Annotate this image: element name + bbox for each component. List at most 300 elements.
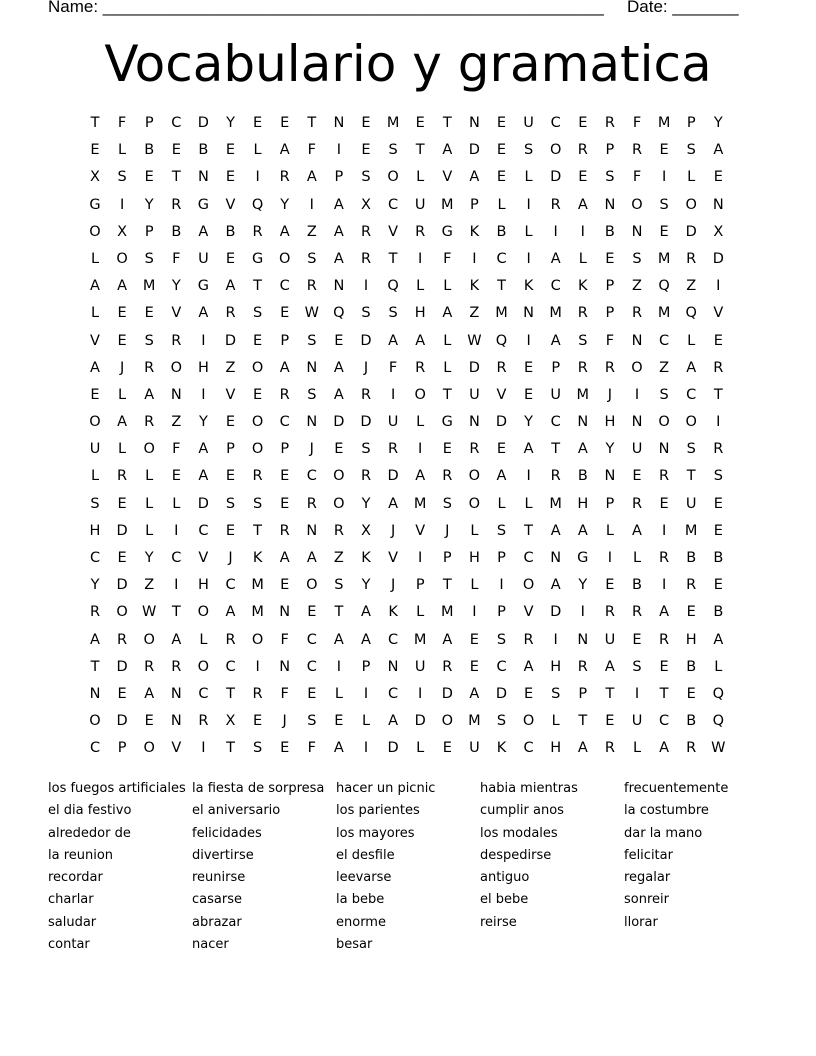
grid-letter: M bbox=[549, 495, 562, 512]
grid-letter: N bbox=[631, 223, 643, 240]
grid-row bbox=[81, 494, 741, 521]
grid-letter: A bbox=[306, 169, 317, 186]
grid-letter: R bbox=[469, 441, 480, 458]
grid-letter: Q bbox=[333, 305, 345, 322]
grid-letter: R bbox=[117, 631, 128, 648]
grid-letter: A bbox=[523, 441, 534, 458]
grid-letter: P bbox=[361, 658, 371, 675]
grid-row bbox=[81, 222, 741, 249]
grid-letter: R bbox=[577, 305, 588, 322]
grid-letter: B bbox=[577, 468, 588, 485]
grid-letter: N bbox=[333, 278, 345, 295]
grid-letter: R bbox=[171, 658, 182, 675]
grid-letter: Z bbox=[686, 278, 697, 295]
grid-letter: V bbox=[171, 305, 182, 322]
grid-letter: B bbox=[632, 577, 642, 594]
grid-letter: L bbox=[551, 713, 560, 730]
grid-letter: E bbox=[524, 386, 534, 403]
grid-letter: Y bbox=[578, 577, 588, 594]
grid-letter: L bbox=[470, 577, 479, 594]
word-bank-item: despedirse bbox=[480, 847, 552, 863]
grid-letter: O bbox=[251, 359, 264, 376]
grid-letter: R bbox=[360, 386, 372, 403]
grid-letter: E bbox=[605, 713, 615, 730]
grid-letter: E bbox=[225, 142, 236, 159]
grid-letter: R bbox=[686, 577, 697, 594]
grid-letter: I bbox=[201, 740, 206, 757]
grid-letter: A bbox=[144, 386, 155, 403]
grid-letter: U bbox=[685, 495, 697, 512]
grid-letter: T bbox=[253, 522, 263, 539]
grid-letter: U bbox=[469, 740, 480, 757]
grid-letter: Q bbox=[712, 685, 724, 702]
grid-letter: T bbox=[686, 468, 696, 485]
grid-letter: F bbox=[172, 441, 181, 458]
grid-letter: D bbox=[197, 495, 209, 512]
grid-letter: M bbox=[495, 305, 508, 322]
grid-letter: I bbox=[363, 685, 369, 702]
grid-letter: S bbox=[144, 250, 154, 267]
grid-letter: R bbox=[279, 522, 290, 539]
grid-letter: E bbox=[686, 604, 696, 621]
grid-letter: I bbox=[607, 550, 613, 566]
grid-letter: A bbox=[198, 223, 209, 240]
grid-letter: Y bbox=[524, 414, 534, 431]
word-bank-item: nacer bbox=[192, 937, 229, 953]
grid-letter: A bbox=[577, 740, 588, 757]
grid-letter: R bbox=[171, 196, 182, 213]
grid-letter: R bbox=[306, 495, 317, 512]
word-bank-item: leevarse bbox=[336, 870, 392, 886]
word-bank-item: la fiesta de sorpresa bbox=[192, 781, 325, 796]
grid-letter: A bbox=[90, 631, 100, 648]
grid-letter: D bbox=[360, 332, 372, 349]
grid-letter: N bbox=[170, 713, 182, 730]
word-bank-item: la costumbre bbox=[624, 803, 709, 819]
grid-letter: V bbox=[523, 604, 534, 621]
grid-letter: J bbox=[390, 522, 396, 539]
grid-letter: Q bbox=[251, 196, 264, 213]
grid-letter: E bbox=[713, 332, 723, 349]
grid-letter: T bbox=[90, 115, 100, 131]
grid-letter: E bbox=[117, 685, 127, 702]
grid-letter: Y bbox=[226, 115, 235, 131]
grid-letter: E bbox=[280, 468, 290, 485]
grid-letter: B bbox=[713, 604, 724, 621]
grid-letter: E bbox=[90, 386, 100, 403]
grid-letter: R bbox=[713, 441, 724, 458]
grid-letter: E bbox=[496, 115, 507, 131]
grid-letter: T bbox=[415, 142, 425, 159]
grid-letter: S bbox=[523, 142, 534, 159]
grid-letter: R bbox=[577, 142, 588, 159]
grid-letter: I bbox=[580, 604, 585, 621]
grid-letter: E bbox=[280, 577, 290, 594]
grid-letter: O bbox=[197, 658, 210, 675]
word-bank-item: divertirse bbox=[192, 847, 254, 863]
grid-letter: R bbox=[686, 250, 697, 267]
grid-row bbox=[81, 412, 741, 439]
grid-letter: J bbox=[309, 441, 314, 458]
grid-letter: E bbox=[307, 685, 317, 702]
grid-letter: S bbox=[632, 658, 642, 675]
grid-letter: A bbox=[333, 631, 344, 648]
grid-letter: D bbox=[387, 740, 399, 757]
grid-letter: R bbox=[117, 468, 128, 485]
grid-letter: A bbox=[442, 142, 453, 159]
grid-letter: E bbox=[524, 685, 534, 702]
grid-letter: C bbox=[171, 550, 182, 566]
grid-letter: O bbox=[116, 604, 128, 621]
grid-letter: A bbox=[333, 359, 344, 376]
word-column bbox=[480, 778, 624, 934]
grid-letter: R bbox=[496, 359, 507, 376]
grid-letter: S bbox=[361, 441, 371, 458]
grid-letter: L bbox=[524, 223, 533, 240]
word-bank-item: los fuegos artificiales bbox=[48, 781, 186, 796]
grid-letter: R bbox=[631, 604, 643, 621]
grid-letter: R bbox=[144, 658, 155, 675]
grid-letter: H bbox=[468, 550, 480, 566]
grid-letter: E bbox=[659, 495, 669, 512]
grid-letter: Z bbox=[659, 359, 670, 376]
grid-letter: Y bbox=[198, 414, 208, 431]
word-bank-item: la bebe bbox=[336, 892, 385, 908]
grid-row bbox=[81, 276, 741, 303]
grid-letter: O bbox=[468, 495, 481, 512]
grid-letter: M bbox=[441, 196, 454, 213]
grid-letter: Z bbox=[225, 359, 236, 376]
word-bank-item: felicitar bbox=[624, 847, 673, 863]
grid-letter: C bbox=[388, 631, 399, 648]
grid-letter: P bbox=[497, 550, 506, 566]
grid-letter: I bbox=[174, 577, 179, 594]
grid-letter: E bbox=[253, 386, 263, 403]
grid-letter: N bbox=[658, 441, 670, 458]
grid-row bbox=[81, 167, 741, 194]
grid-letter: R bbox=[225, 631, 236, 648]
grid-letter: E bbox=[659, 658, 669, 675]
grid-letter: N bbox=[577, 631, 589, 648]
grid-letter: H bbox=[577, 495, 589, 512]
grid-letter: T bbox=[442, 386, 452, 403]
grid-letter: R bbox=[144, 359, 155, 376]
grid-letter: L bbox=[524, 169, 533, 186]
grid-letter: O bbox=[143, 631, 155, 648]
grid-letter: S bbox=[225, 495, 236, 512]
grid-row bbox=[81, 738, 741, 765]
grid-letter: E bbox=[713, 577, 723, 594]
grid-letter: C bbox=[550, 278, 561, 295]
word-bank-item: regalar bbox=[624, 870, 671, 886]
grid-letter: P bbox=[117, 740, 127, 757]
grid-letter: C bbox=[523, 740, 534, 757]
grid-letter: W bbox=[304, 305, 319, 322]
grid-letter: R bbox=[360, 223, 372, 240]
grid-letter: N bbox=[468, 414, 480, 431]
grid-letter: R bbox=[252, 468, 263, 485]
grid-letter: E bbox=[307, 604, 317, 621]
grid-letter: T bbox=[171, 169, 181, 186]
grid-letter: A bbox=[198, 468, 209, 485]
grid-letter: G bbox=[577, 550, 589, 566]
grid-letter: L bbox=[687, 332, 696, 349]
grid-row bbox=[81, 602, 741, 629]
grid-letter: R bbox=[144, 414, 155, 431]
grid-letter: E bbox=[225, 169, 236, 186]
grid-row bbox=[81, 195, 741, 222]
grid-letter: R bbox=[631, 142, 643, 159]
grid-letter: Z bbox=[469, 305, 480, 322]
grid-letter: M bbox=[413, 495, 427, 512]
grid-letter: Q bbox=[658, 278, 670, 295]
grid-letter: S bbox=[334, 577, 344, 594]
grid-letter: O bbox=[143, 441, 155, 458]
grid-letter: B bbox=[686, 550, 697, 566]
grid-letter: K bbox=[469, 223, 480, 240]
grid-letter: R bbox=[279, 169, 290, 186]
grid-letter: A bbox=[496, 468, 507, 485]
grid-letter: P bbox=[605, 278, 615, 295]
grid-letter: O bbox=[631, 359, 643, 376]
grid-letter: I bbox=[661, 522, 667, 539]
grid-letter: E bbox=[713, 522, 723, 539]
grid-letter: S bbox=[90, 495, 100, 512]
grid-letter: Y bbox=[361, 495, 371, 512]
grid-letter: D bbox=[495, 685, 508, 702]
grid-letter: E bbox=[361, 142, 371, 159]
grid-letter: U bbox=[387, 414, 399, 431]
grid-letter: L bbox=[470, 522, 479, 539]
grid-letter: A bbox=[90, 278, 100, 295]
grid-letter: R bbox=[713, 359, 724, 376]
word-bank bbox=[48, 778, 768, 958]
grid-letter: A bbox=[469, 685, 480, 702]
grid-letter: Y bbox=[713, 115, 723, 131]
word-bank-item: charlar bbox=[48, 892, 94, 908]
grid-row bbox=[81, 331, 741, 358]
grid-letter: C bbox=[279, 278, 290, 295]
word-column bbox=[192, 778, 336, 956]
grid-letter: J bbox=[119, 359, 125, 376]
grid-letter: C bbox=[686, 386, 697, 403]
grid-letter: R bbox=[604, 604, 615, 621]
grid-letter: Z bbox=[144, 577, 155, 594]
grid-letter: Y bbox=[90, 577, 100, 594]
grid-letter: R bbox=[279, 386, 290, 403]
grid-letter: D bbox=[116, 577, 128, 594]
grid-letter: O bbox=[333, 468, 345, 485]
grid-letter: D bbox=[116, 522, 128, 539]
grid-letter: E bbox=[442, 740, 452, 757]
grid-letter: T bbox=[497, 278, 506, 295]
grid-row bbox=[81, 140, 741, 167]
grid-letter: O bbox=[441, 713, 453, 730]
grid-letter: F bbox=[632, 169, 642, 186]
word-bank-item: los mayores bbox=[336, 825, 415, 841]
grid-letter: E bbox=[632, 468, 642, 485]
grid-letter: N bbox=[712, 196, 724, 213]
grid-letter: E bbox=[144, 169, 154, 186]
grid-letter: T bbox=[90, 658, 100, 675]
grid-letter: E bbox=[361, 115, 371, 131]
word-column bbox=[48, 778, 192, 956]
grid-letter: L bbox=[145, 495, 154, 512]
grid-letter: L bbox=[145, 468, 154, 485]
grid-letter: Q bbox=[685, 305, 697, 322]
grid-letter: E bbox=[469, 631, 479, 648]
grid-letter: C bbox=[89, 740, 101, 757]
letter-grid bbox=[81, 113, 741, 766]
grid-letter: E bbox=[442, 441, 452, 458]
date-field-label[interactable]: Date: _______ bbox=[627, 0, 739, 16]
grid-letter: E bbox=[605, 577, 615, 594]
grid-letter: A bbox=[659, 604, 670, 621]
grid-letter: A bbox=[523, 658, 534, 675]
grid-letter: N bbox=[468, 115, 480, 131]
grid-letter: X bbox=[117, 223, 128, 240]
grid-letter: K bbox=[252, 550, 263, 566]
grid-letter: O bbox=[387, 169, 399, 186]
word-bank-item: reunirse bbox=[192, 870, 246, 886]
grid-letter: V bbox=[388, 223, 399, 240]
grid-row bbox=[81, 249, 741, 276]
grid-letter: A bbox=[279, 359, 290, 376]
grid-letter: N bbox=[170, 386, 182, 403]
grid-letter: H bbox=[197, 359, 209, 376]
grid-letter: E bbox=[334, 441, 344, 458]
grid-letter: G bbox=[441, 223, 453, 240]
grid-letter: N bbox=[631, 332, 643, 349]
grid-letter: A bbox=[577, 196, 588, 213]
grid-letter: R bbox=[388, 441, 399, 458]
word-bank-item: reirse bbox=[480, 914, 517, 930]
grid-letter: L bbox=[334, 685, 343, 702]
grid-letter: L bbox=[443, 359, 452, 376]
name-field-label[interactable]: Name: _____________________________________________________ bbox=[48, 0, 604, 16]
grid-letter: I bbox=[526, 250, 531, 267]
grid-letter: A bbox=[279, 550, 290, 566]
grid-letter: G bbox=[441, 414, 453, 431]
grid-row bbox=[81, 548, 741, 575]
word-bank-item: el desfile bbox=[336, 847, 395, 863]
grid-letter: A bbox=[333, 223, 344, 240]
grid-row bbox=[81, 711, 741, 738]
grid-letter: I bbox=[201, 332, 206, 349]
grid-letter: V bbox=[713, 305, 724, 322]
grid-letter: A bbox=[442, 631, 453, 648]
grid-letter: S bbox=[388, 142, 398, 159]
grid-letter: M bbox=[441, 604, 454, 621]
grid-letter: A bbox=[225, 604, 236, 621]
grid-letter: D bbox=[441, 685, 453, 702]
grid-letter: P bbox=[497, 604, 506, 621]
grid-letter: U bbox=[523, 115, 534, 131]
grid-letter: L bbox=[118, 441, 127, 458]
grid-letter: D bbox=[116, 658, 128, 675]
grid-letter: E bbox=[280, 740, 290, 757]
grid-letter: T bbox=[605, 685, 615, 702]
grid-letter: D bbox=[197, 115, 209, 131]
grid-letter: A bbox=[279, 142, 290, 159]
grid-letter: S bbox=[252, 740, 263, 757]
grid-letter: C bbox=[496, 658, 507, 675]
grid-letter: N bbox=[197, 169, 209, 186]
grid-letter: I bbox=[499, 577, 504, 594]
grid-letter: L bbox=[632, 740, 642, 757]
grid-letter: S bbox=[252, 305, 263, 322]
grid-letter: T bbox=[388, 250, 398, 267]
grid-letter: P bbox=[605, 495, 615, 512]
grid-letter: D bbox=[685, 223, 697, 240]
grid-letter: F bbox=[307, 740, 316, 757]
grid-letter: P bbox=[334, 169, 344, 186]
grid-letter: N bbox=[279, 604, 291, 621]
grid-letter: L bbox=[361, 713, 371, 730]
grid-letter: I bbox=[634, 386, 640, 403]
page-title: Vocabulario y gramatica bbox=[104, 35, 712, 93]
grid-letter: O bbox=[89, 414, 101, 431]
grid-letter: R bbox=[333, 522, 344, 539]
grid-letter: C bbox=[225, 577, 236, 594]
word-bank-item: antiguo bbox=[480, 870, 530, 886]
grid-letter: A bbox=[306, 550, 317, 566]
grid-letter: U bbox=[198, 250, 209, 267]
grid-letter: I bbox=[174, 522, 179, 539]
grid-letter: A bbox=[388, 495, 399, 512]
grid-letter: S bbox=[307, 332, 317, 349]
grid-letter: O bbox=[89, 223, 101, 240]
grid-letter: S bbox=[117, 169, 127, 186]
grid-letter: O bbox=[414, 386, 426, 403]
grid-letter: T bbox=[442, 577, 452, 594]
grid-letter: I bbox=[472, 604, 477, 621]
grid-letter: A bbox=[198, 441, 209, 458]
grid-letter: A bbox=[90, 359, 100, 376]
grid-letter: I bbox=[390, 386, 396, 403]
grid-letter: E bbox=[578, 115, 588, 131]
grid-letter: L bbox=[118, 142, 127, 159]
grid-letter: O bbox=[278, 250, 291, 267]
grid-letter: A bbox=[550, 522, 561, 539]
grid-letter: K bbox=[469, 278, 480, 295]
grid-letter: I bbox=[255, 169, 260, 186]
grid-letter: I bbox=[526, 332, 531, 349]
grid-letter: C bbox=[171, 115, 182, 131]
grid-letter: R bbox=[442, 658, 453, 675]
grid-letter: V bbox=[496, 386, 507, 403]
grid-letter: C bbox=[550, 115, 561, 131]
grid-letter: O bbox=[116, 250, 128, 267]
grid-letter: R bbox=[659, 631, 670, 648]
grid-letter: E bbox=[225, 522, 236, 539]
grid-letter: N bbox=[604, 468, 616, 485]
grid-letter: I bbox=[526, 196, 531, 213]
grid-letter: L bbox=[497, 196, 506, 213]
grid-letter: R bbox=[604, 359, 615, 376]
grid-letter: R bbox=[659, 468, 670, 485]
grid-letter: O bbox=[197, 604, 210, 621]
grid-letter: L bbox=[578, 250, 587, 267]
grid-letter: N bbox=[523, 305, 535, 322]
grid-letter: L bbox=[118, 386, 127, 403]
word-bank-item: el dia festivo bbox=[48, 803, 132, 819]
grid-letter: T bbox=[713, 386, 723, 403]
grid-letter: S bbox=[388, 305, 398, 322]
grid-letter: B bbox=[225, 223, 236, 240]
grid-letter: A bbox=[713, 142, 724, 159]
grid-letter: K bbox=[496, 740, 507, 757]
